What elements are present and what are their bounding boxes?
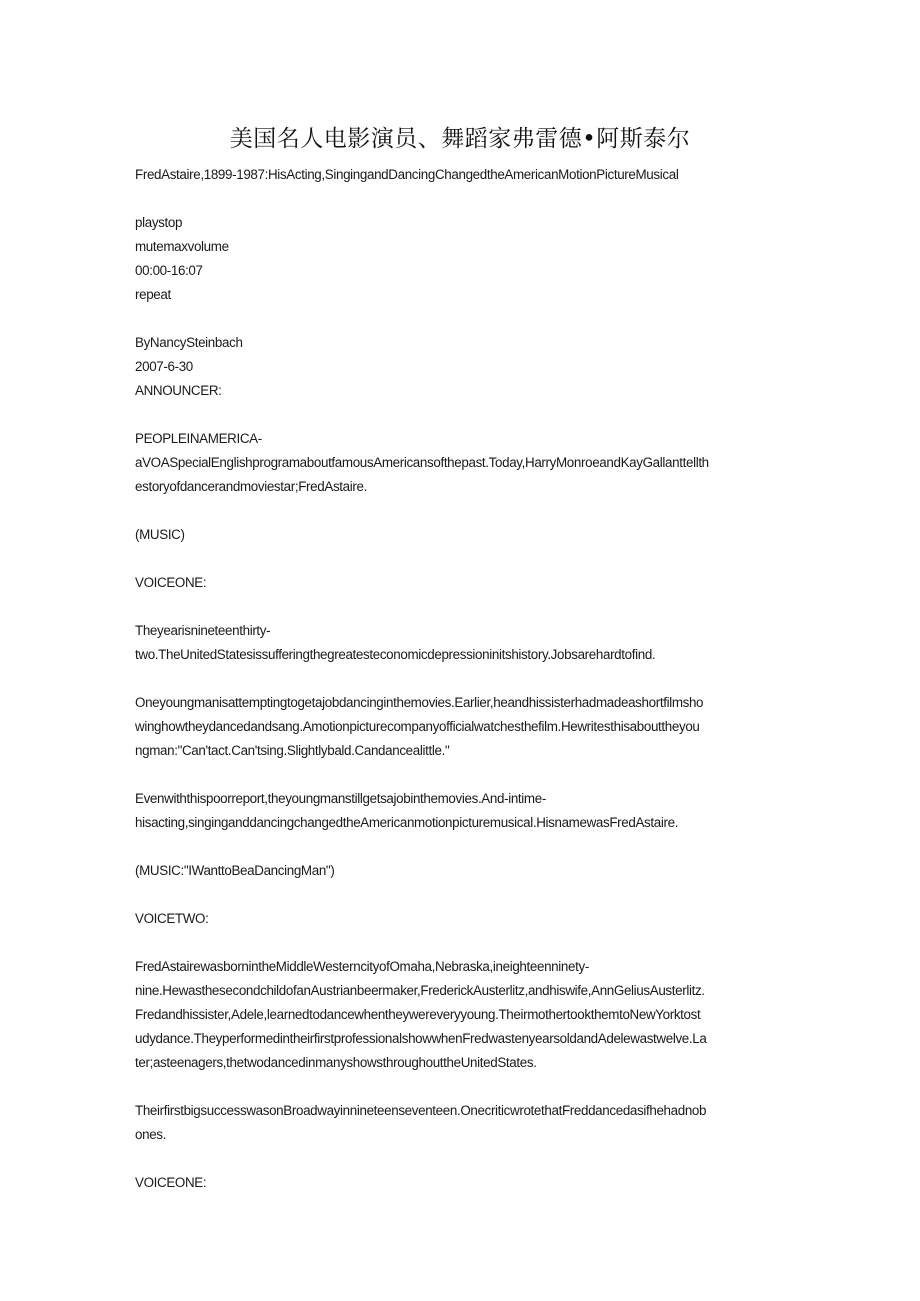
spacer xyxy=(135,187,785,211)
paragraph-line: TheirfirstbigsuccesswasonBroadwayinnineteenseventeen.OnecriticwrotethatFreddancedasifhehadnob xyxy=(135,1103,707,1118)
spacer xyxy=(135,499,785,523)
paragraph-line: FredAstairewasbornintheMiddleWesterncityofOmaha,Nebraska,ineighteenninety- xyxy=(135,959,589,974)
document-body xyxy=(135,163,785,1195)
paragraph-line: ter;asteenagers,thetwodancedinmanyshowsthroughouttheUnitedStates. xyxy=(135,1055,537,1070)
paragraph-line: winghowtheydancedandsang.Amotionpicturecompanyofficialwatchesthefilm.Hewritesthisabouttheyou xyxy=(135,719,700,734)
player-repeat-text: repeat xyxy=(135,287,171,302)
byline: ByNancySteinbach xyxy=(135,335,243,350)
player-mute-volume-text: mutemaxvolume xyxy=(135,239,229,254)
paragraph-line: Fredandhissister,Adele,learnedtodancewhentheywereveryyoung.TheirmothertookthemtoNewYorktost xyxy=(135,1007,701,1022)
announcer-text-line: PEOPLEINAMERICA- xyxy=(135,431,262,446)
paragraph-line: hisacting,singinganddancingchangedtheAmericanmotionpicturemusical.HisnamewasFredAstaire. xyxy=(135,815,679,830)
player-play-stop-text: playstop xyxy=(135,215,183,230)
speaker-label-announcer: ANNOUNCER: xyxy=(135,383,222,398)
spacer xyxy=(135,547,785,571)
document-subtitle: FredAstaire,1899-1987:HisActing,SingingandDancingChangedtheAmericanMotionPictureMusical xyxy=(135,167,679,182)
player-time-text: 00:00-16:07 xyxy=(135,263,203,278)
spacer xyxy=(135,1075,785,1099)
publish-date: 2007-6-30 xyxy=(135,359,193,374)
paragraph-line: Evenwiththispoorreport,theyoungmanstillgetsajobinthemovies.And-intime- xyxy=(135,791,546,806)
stage-direction-music: (MUSIC) xyxy=(135,527,185,542)
paragraph-line: two.TheUnitedStatesissufferingthegreatesteconomicdepressioninitshistory.Jobsarehardtofind. xyxy=(135,647,656,662)
spacer xyxy=(135,1147,785,1171)
spacer xyxy=(135,835,785,859)
stage-direction-music: (MUSIC:"IWanttoBeaDancingMan") xyxy=(135,863,335,878)
paragraph-line: udydance.TheyperformedintheirfirstprofessionalshowwhenFredwastenyearsoldandAdelewastwelve.La xyxy=(135,1031,707,1046)
announcer-text-line: estoryofdancerandmoviestar;FredAstaire. xyxy=(135,479,367,494)
speaker-label-voice-one: VOICEONE: xyxy=(135,1175,207,1190)
speaker-label-voice-two: VOICETWO: xyxy=(135,911,209,926)
paragraph-line: Theyearisnineteenthirty- xyxy=(135,623,271,638)
paragraph-line: ngman:"Can'tact.Can'tsing.Slightlybald.Candancealittle." xyxy=(135,743,450,758)
paragraph-line: nine.HewasthesecondchildofanAustrianbeermaker,FrederickAusterlitz,andhiswife,AnnGeliusAusterlitz. xyxy=(135,983,705,998)
announcer-text-line: aVOASpecialEnglishprogramaboutfamousAmericansofthepast.Today,HarryMonroeandKayGallanttellth xyxy=(135,455,709,470)
spacer xyxy=(135,667,785,691)
spacer xyxy=(135,403,785,427)
paragraph-line: ones. xyxy=(135,1127,167,1142)
spacer xyxy=(135,883,785,907)
speaker-label-voice-one: VOICEONE: xyxy=(135,575,207,590)
document-title: 美国名人电影演员、舞蹈家弗雷德•阿斯泰尔 xyxy=(229,126,691,152)
spacer xyxy=(135,763,785,787)
spacer xyxy=(135,595,785,619)
spacer xyxy=(135,931,785,955)
paragraph-line: Oneyoungmanisattemptingtogetajobdancinginthemovies.Earlier,heandhissisterhadmadeashortfilmsho xyxy=(135,695,704,710)
spacer xyxy=(135,307,785,331)
